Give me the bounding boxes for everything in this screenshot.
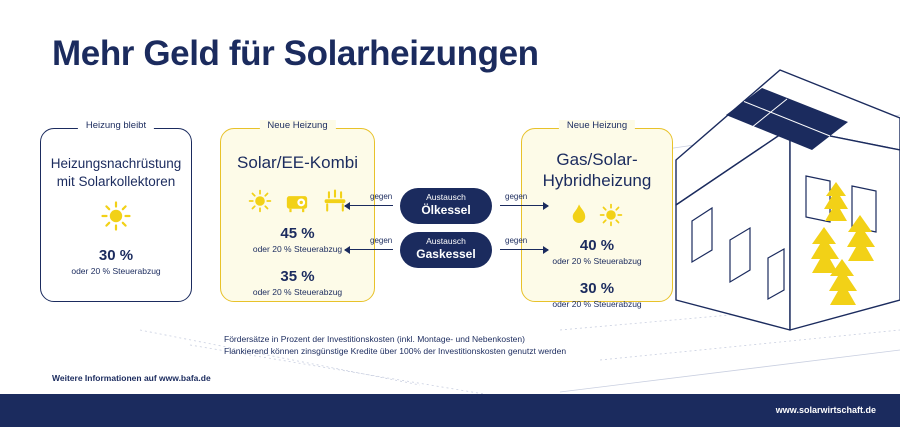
footnote (224, 333, 566, 357)
button-austausch-oelkessel[interactable] (400, 188, 492, 224)
card-mid-title (221, 153, 374, 173)
heat-pump-icon (284, 191, 310, 213)
footnote-line1: Fördersätze in Prozent der Investitionskosten (inkl. Montage- und Nebenkosten) (224, 334, 525, 344)
bottom-bar-url: www.solarwirtschaft.de (775, 405, 876, 415)
card-mid-rate1-percent: 45 % (280, 225, 315, 242)
card-left-title-line1: Heizungsnachrüstung (50, 156, 182, 171)
card-mid-rate1-note: oder 20 % Steuerabzug (252, 244, 343, 254)
button-austausch-gaskessel[interactable] (400, 232, 492, 268)
card-left-rate-note: oder 20 % Steuerabzug (71, 266, 161, 276)
button-oil-big-label: Ölkessel (421, 203, 471, 217)
sun-icon (248, 189, 272, 213)
arrow-gas-to-right (500, 249, 548, 250)
card-left-rate-percent: 30 % (98, 247, 134, 264)
card-mid-rate2-note: oder 20 % Steuerabzug (252, 287, 343, 297)
label-gegen-gas-left: gegen (370, 236, 393, 245)
card-right-rate1-percent: 40 % (579, 237, 615, 254)
card-mid-title-line1: Solar/EE-Kombi (237, 153, 358, 172)
button-gas-big-label: Gaskessel (416, 247, 476, 261)
button-oil-small-label: Austausch (426, 192, 466, 202)
card-gas-solar-hybrid (521, 120, 673, 309)
card-right-rate1-note: oder 20 % Steuerabzug (552, 256, 642, 266)
card-right-rate2-note: oder 20 % Steuerabzug (552, 299, 642, 309)
card-mid-rate2-percent: 35 % (280, 268, 315, 285)
card-right-title-line2: Hybridheizung (542, 171, 652, 190)
card-right-title-line1: Gas/Solar- (556, 150, 638, 169)
button-gas-small-label: Austausch (426, 236, 466, 246)
page-title: Mehr Geld für Solarheizungen (52, 34, 539, 73)
card-right-tag: Neue Heizung (559, 120, 635, 131)
sun-icon (599, 203, 623, 227)
card-left-title (41, 155, 191, 191)
arrow-oil-to-right (500, 205, 548, 206)
label-gegen-gas-right: gegen (505, 236, 528, 245)
card-mid-tag: Neue Heizung (259, 120, 335, 131)
bottom-bar (0, 394, 900, 427)
card-right-title (522, 149, 672, 191)
label-gegen-oil-right: gegen (505, 192, 528, 201)
footnote-line2: Flankierend können zinsgünstige Kredite über 100% der Investitionskosten genutzt werden (224, 346, 567, 356)
card-mid-icons (221, 187, 374, 213)
card-left-tag: Heizung bleibt (78, 120, 154, 131)
label-gegen-oil-left: gegen (370, 192, 393, 201)
info-bafa: Weitere Informationen auf www.bafa.de (52, 373, 211, 383)
card-right-rate2-percent: 30 % (579, 280, 615, 297)
flame-icon (571, 203, 587, 227)
card-left-title-line2: mit Solarkollektoren (56, 174, 176, 189)
arrow-oil-to-mid (345, 205, 393, 206)
sun-icon (101, 201, 131, 231)
card-heizung-bleibt (40, 120, 192, 302)
card-left-icons (41, 205, 191, 231)
arrow-gas-to-mid (345, 249, 393, 250)
card-solar-ee-kombi (220, 120, 375, 302)
